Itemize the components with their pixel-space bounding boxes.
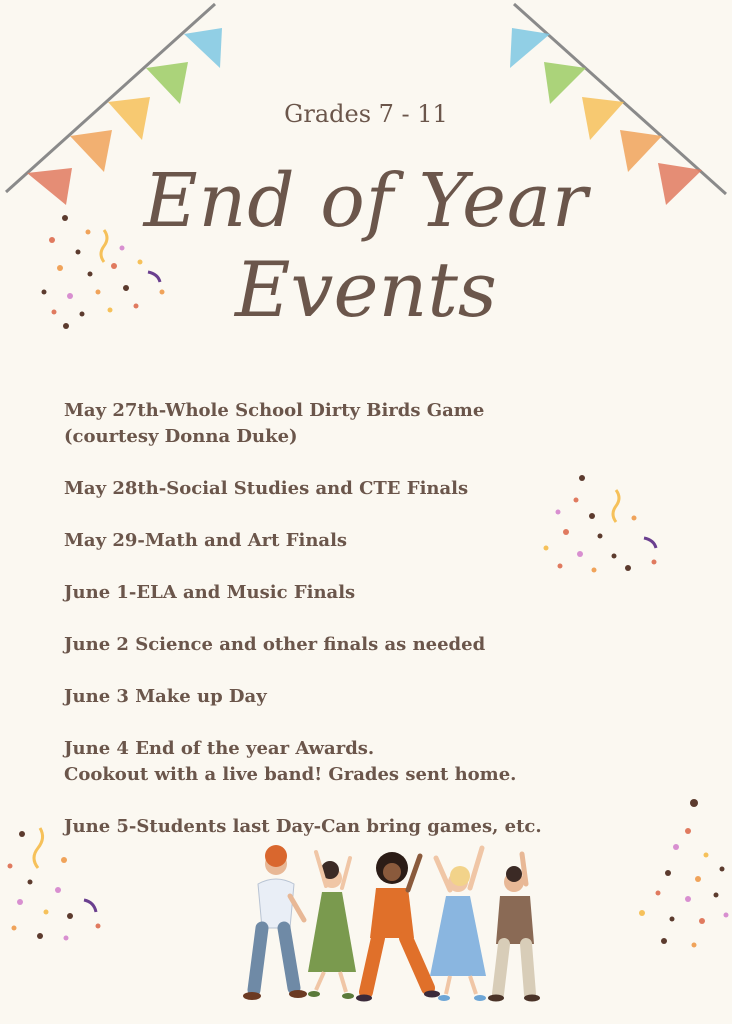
event-text: (courtesy Donna Duke) (64, 426, 298, 447)
event-text: Cookout with a live band! Grades sent home. (64, 764, 517, 785)
dancer-figure (356, 852, 440, 1002)
event-text: May 28th-Social Studies and CTE Finals (64, 478, 469, 499)
event-item (64, 528, 664, 554)
event-item (64, 398, 664, 450)
event-item (64, 476, 664, 502)
dancer-figure (488, 854, 540, 1002)
dancer-figure (308, 852, 356, 999)
event-list (64, 398, 664, 866)
event-text: June 4 End of the year Awards. (64, 738, 375, 759)
pennant-flag (184, 28, 222, 68)
dancer-figure (243, 845, 307, 1000)
event-item (64, 736, 664, 788)
event-item (64, 814, 664, 840)
event-item (64, 580, 664, 606)
pennant-flag (146, 62, 188, 104)
event-item (64, 632, 664, 658)
page-title-line1: End of Year (143, 158, 589, 244)
dancer-figure (430, 848, 486, 1001)
grades-subtitle: Grades 7 - 11 (284, 100, 448, 128)
event-text: June 5-Students last Day-Can bring games, etc. (64, 816, 542, 837)
page-title-line2: Events (235, 245, 497, 334)
event-text: June 1-ELA and Music Finals (64, 582, 356, 603)
event-text: June 3 Make up Day (64, 686, 267, 707)
pennant-flag (544, 62, 586, 104)
event-item (64, 684, 664, 710)
event-text: May 29-Math and Art Finals (64, 530, 348, 551)
event-text: May 27th-Whole School Dirty Birds Game (64, 400, 485, 421)
event-text: June 2 Science and other finals as needed (64, 634, 486, 655)
dancing-people-illustration (232, 838, 552, 1018)
